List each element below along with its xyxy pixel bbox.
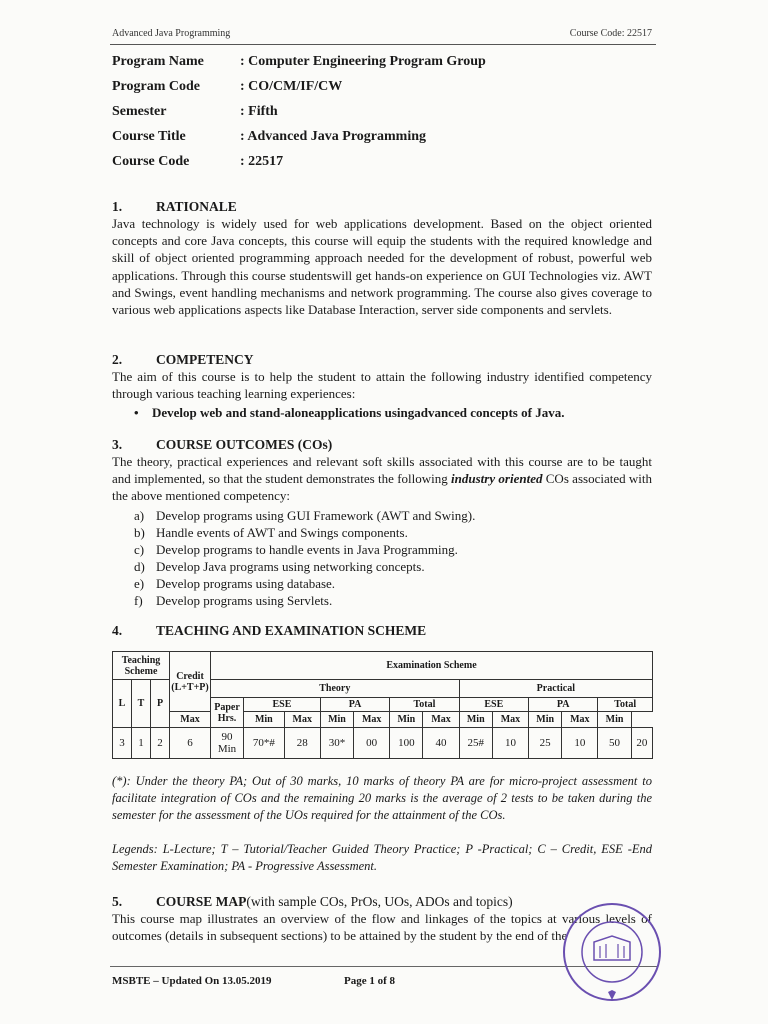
- table-cell: 50: [598, 728, 631, 759]
- practical-pa: PA: [529, 698, 598, 712]
- table-cell: 70*#: [244, 728, 285, 759]
- section-competency: [112, 351, 652, 422]
- footer: [112, 975, 396, 987]
- section-heading: 2. COMPETENCY: [112, 352, 254, 367]
- table-cell: 3: [113, 728, 132, 759]
- col-l: L: [113, 680, 132, 728]
- table-cell: 2: [151, 728, 170, 759]
- col-t: T: [132, 680, 151, 728]
- table-cell: 6: [170, 728, 211, 759]
- theory-total: Total: [390, 698, 459, 712]
- list-item: b) Handle events of AWT and Swings components.: [134, 524, 408, 540]
- section-heading: 5. COURSE MAP(with sample COs, PrOs, UOs, ADOs and topics): [112, 894, 513, 909]
- paper-hrs-header: Paper Hrs.: [211, 698, 244, 728]
- header-divider: [110, 44, 656, 45]
- pa-note: (*): Under the theory PA; Out of 30 marks, 10 marks of theory PA are for micro-project assessment to facilitate integration of COs and the remaining 20 marks is the average of 2 tests to be taken during the semester for the assessment of the UOs required for the attainment of the COs.: [112, 774, 652, 822]
- institution-seal-icon: [556, 890, 666, 1020]
- rationale-text: Java technology is widely used for web applications development. Based on the object oriented concepts and core Java concepts, this course will equip the students with the required knowledge and skill of object oriented programming approach needed for the development of robust, powerful web applications. Through this course studentswill get hands-on experience on GUI Technologies viz. AWT and Swings, event handling mechanisms and network programming. The course also gives coverage to various web applications aspects like Database Interaction, server side components and servlets.: [112, 216, 652, 318]
- theory-pa: PA: [320, 698, 389, 712]
- table-cell: 28: [284, 728, 320, 759]
- exam-scheme-header: Examination Scheme: [211, 652, 653, 680]
- max-label: Max: [170, 712, 211, 728]
- page-number: Page 1 of 8: [344, 975, 396, 987]
- section-teaching-scheme: [112, 622, 652, 639]
- section-heading: 4. TEACHING AND EXAMINATION SCHEME: [112, 623, 427, 638]
- max-label: Max: [492, 712, 528, 728]
- list-item: e) Develop programs using database.: [134, 575, 336, 591]
- credit-header: Credit (L+T+P): [170, 652, 211, 712]
- competency-text: The aim of this course is to help the student to attain the following industry identified competency through various teaching learning experiences:: [112, 369, 652, 402]
- header-course-name: Advanced Java Programming: [112, 28, 231, 39]
- header-course-code: Course Code: 22517: [569, 28, 652, 39]
- min-label: Min: [320, 712, 353, 728]
- max-label: Max: [423, 712, 459, 728]
- min-label: Min: [390, 712, 423, 728]
- section-course-outcomes: [112, 436, 652, 609]
- table-cell: 10: [562, 728, 598, 759]
- document-page: Advanced Java Programming Course Code: 22517 Program Name : Computer Engineering Program Group Program Code : CO/CM/IF/CW Semester : Fifth Course Title : Advanced Java Programming Course Code : 22517 1. RATIONALE Java technology is widely used for web applications development. Based on the object oriented concepts and core Java concepts, this course will equip the students with the required knowledge and skill of object oriented programming approach needed for the development of robust, powerful web applications. Through this course studentswill get hands-on experience on GUI Technologies viz. AWT and Swings, event handling mechanisms and network programming. The course also gives coverage to various web applications aspects like Database Interaction, server side components and servlets. 2. COMPETENCY The aim of this course is to help the student to attain the following industry identified competency through various teaching learning experiences: • Develop web and stand-aloneapplications usingadvanced concepts of Java. 3. COURSE OUTCOMES (COs) The theory, practical experiences and relevant soft skills associated with this course are to be taught and implemented, so that the student demonstrates the following industry oriented COs associated with the above mentioned competency: a) Develop programs using GUI Framework (AWT and Swing). b) Handle events of AWT and Swings components. c) Develop programs to handle events in Java Programming. d) Develop Java programs using networking concepts. e) Develop programs using database. f) Develop programs using Servlets. 4. TEACHING AND EXAMINATION SCHEME Teaching Scheme Credit (L+T+P) Examination Scheme L T P Theory Practical Paper Hrs. ESE PA Total ESE PA Total Max Min Max Min Max Min Max Min Max Min Max Min 3 1 2 6 90 Min 70*# 28 30* 00 100 40 25# 10 25 10 50 20 (*): Under the theory PA; Out of 30 marks, 10 marks of theory PA are for micro-project assessment to facilitate integration of COs and the remaining 20 marks is the average of 2 tests to be taken during the semester for the assessment of the UOs required for the attainment of the COs. Legends: L-Lecture; T – Tutorial/Teacher Guided Theory Practice; P -Practical; C – Credit, ESE -End Semester Examination; PA - Progressive Assessment. 5. COURSE MAP(with sample COs, PrOs, UOs, ADOs and topics) This course map illustrates an overview of the flow and linkages of the topics at various levels of outcomes (details in subsequent sections) to be attained by the student by the end of the MSBTE – Updated On 13.05.2019 Page 1 of 8: [0, 0, 768, 1024]
- theory-header: Theory: [211, 680, 460, 698]
- table-cell: 30*: [320, 728, 353, 759]
- section-heading: 1. RATIONALE: [112, 199, 237, 214]
- table-cell: 10: [492, 728, 528, 759]
- table-cell: 1: [132, 728, 151, 759]
- table-row: [113, 728, 653, 759]
- section-heading: 3. COURSE OUTCOMES (COs): [112, 437, 333, 452]
- list-item: a) Develop programs using GUI Framework (AWT and Swing).: [134, 507, 476, 523]
- outcomes-intro: The theory, practical experiences and relevant soft skills associated with this course are to be taught and implemented, so that the student demonstrates the following industry oriented COs associated with the above mentioned competency:: [112, 454, 653, 504]
- footer-updated: MSBTE – Updated On 13.05.2019: [112, 975, 272, 987]
- max-label: Max: [562, 712, 598, 728]
- max-label: Max: [284, 712, 320, 728]
- col-p: P: [151, 680, 170, 728]
- section-rationale: [112, 198, 652, 318]
- competency-bullet: • Develop web and stand-aloneapplications usingadvanced concepts of Java.: [134, 404, 652, 421]
- table-cell: 00: [354, 728, 390, 759]
- theory-ese: ESE: [244, 698, 321, 712]
- list-item: c) Develop programs to handle events in Java Programming.: [134, 541, 458, 557]
- teaching-scheme-header: Teaching Scheme: [113, 652, 170, 680]
- table-cell: 40: [423, 728, 459, 759]
- list-item: f) Develop programs using Servlets.: [134, 592, 333, 608]
- list-item: d) Develop Java programs using networking concepts.: [134, 558, 425, 574]
- min-label: Min: [459, 712, 492, 728]
- table-cell: 100: [390, 728, 423, 759]
- legends-note: Legends: L-Lecture; T – Tutorial/Teacher Guided Theory Practice; P -Practical; C – Credit, ESE -End Semester Examination; PA - Progressive Assessment.: [112, 842, 652, 873]
- min-label: Min: [598, 712, 631, 728]
- scheme-table: [112, 651, 653, 759]
- table-cell: 20: [631, 728, 652, 759]
- table-cell: 25#: [459, 728, 492, 759]
- practical-total: Total: [598, 698, 653, 712]
- min-label: Min: [244, 712, 285, 728]
- course-map-text: This course map illustrates an overview of the flow and linkages of the topics at various levels of outcomes (details in subsequent sections) to be attained by the student by the end of the: [112, 911, 652, 944]
- table-cell: 25: [529, 728, 562, 759]
- max-label: Max: [354, 712, 390, 728]
- practical-header: Practical: [459, 680, 652, 698]
- outcomes-list: [134, 507, 652, 609]
- table-cell: 90 Min: [211, 728, 244, 759]
- practical-ese: ESE: [459, 698, 528, 712]
- min-label: Min: [529, 712, 562, 728]
